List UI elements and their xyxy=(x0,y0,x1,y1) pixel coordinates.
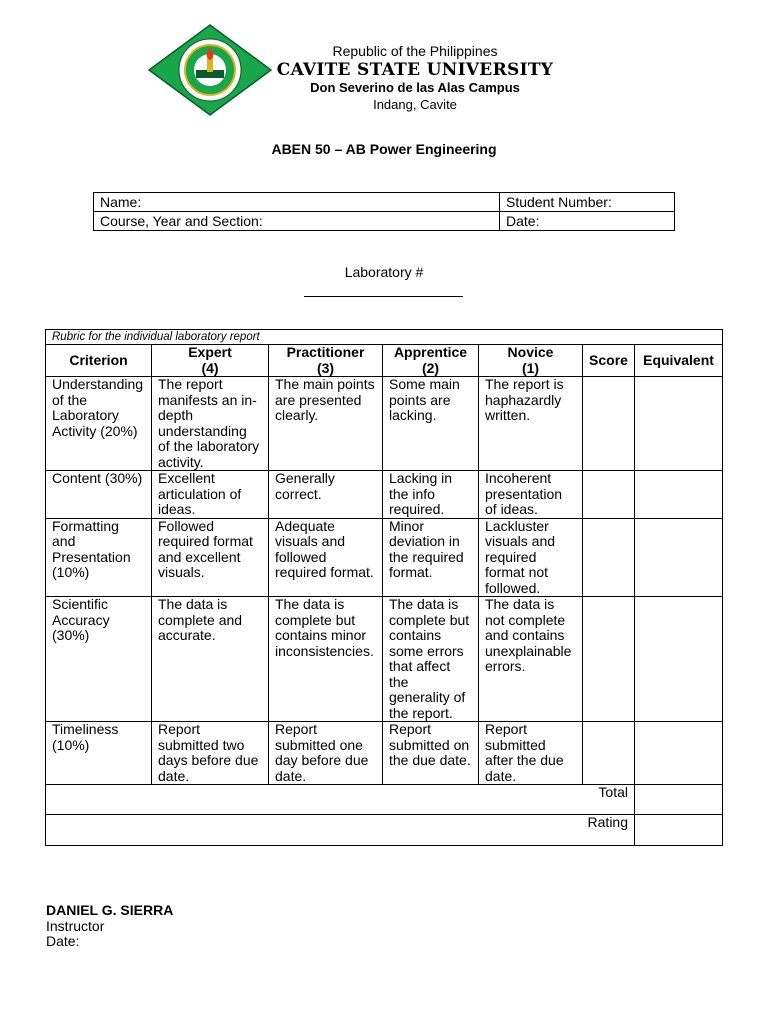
practitioner-cell: The data is complete but contains minor inconsistencies. xyxy=(269,597,383,722)
republic-line: Republic of the Philippines xyxy=(332,43,498,59)
expert-cell: Excellent articulation of ideas. xyxy=(152,471,269,519)
instructor-name: DANIEL G. SIERRA xyxy=(46,902,174,918)
equivalent-cell[interactable] xyxy=(635,518,723,597)
novice-cell: Report submitted after the due date. xyxy=(479,722,583,785)
header-criterion: Criterion xyxy=(46,345,152,377)
practitioner-cell: Report submitted one day before due date. xyxy=(269,722,383,785)
apprentice-cell: The data is complete but contains some errors that affect the generality of the report. xyxy=(383,597,479,722)
rubric-caption: Rubric for the individual laboratory report xyxy=(46,330,723,345)
criterion-cell: Content (30%) xyxy=(46,471,152,519)
expert-cell: The report manifests an in-depth understanding of the laboratory activity. xyxy=(152,377,269,471)
table-row xyxy=(46,597,723,722)
header-score: Score xyxy=(583,345,635,377)
course-section-field[interactable]: Course, Year and Section: xyxy=(94,212,500,231)
laboratory-number-label: Laboratory # xyxy=(344,264,424,280)
novice-cell: The report is haphazardly written. xyxy=(479,377,583,471)
criterion-cell: Timeliness (10%) xyxy=(46,722,152,785)
score-cell[interactable] xyxy=(583,471,635,519)
header-expert: Expert (4) xyxy=(152,345,269,377)
instructor-title: Instructor xyxy=(46,917,105,934)
student-number-field[interactable]: Student Number: xyxy=(500,193,675,212)
laboratory-number-blank[interactable] xyxy=(304,296,463,297)
criterion-cell: Formatting and Presentation (10%) xyxy=(46,518,152,597)
score-cell[interactable] xyxy=(583,518,635,597)
practitioner-cell: Generally correct. xyxy=(269,471,383,519)
rating-value-cell[interactable] xyxy=(635,815,723,846)
table-row xyxy=(46,471,723,519)
apprentice-cell: Lacking in the info required. xyxy=(383,471,479,519)
header-apprentice: Apprentice (2) xyxy=(383,345,479,377)
university-name: CAVITE STATE UNIVERSITY xyxy=(276,60,554,80)
equivalent-cell[interactable] xyxy=(635,722,723,785)
date-field[interactable]: Date: xyxy=(500,212,675,231)
rubric-table xyxy=(45,329,723,846)
apprentice-cell: Minor deviation in the required format. xyxy=(383,518,479,597)
table-row xyxy=(46,518,723,597)
apprentice-cell: Report submitted on the due date. xyxy=(383,722,479,785)
expert-cell: Report submitted two days before due date. xyxy=(152,722,269,785)
campus-name: Don Severino de las Alas Campus xyxy=(310,80,520,95)
criterion-cell: Scientific Accuracy (30%) xyxy=(46,597,152,722)
rating-row xyxy=(46,815,723,846)
total-label: Total xyxy=(46,785,635,815)
header-equivalent: Equivalent xyxy=(635,345,723,377)
total-row xyxy=(46,785,723,815)
expert-cell: The data is complete and accurate. xyxy=(152,597,269,722)
campus-location: Indang, Cavite xyxy=(373,97,457,112)
rating-label: Rating xyxy=(46,815,635,846)
header-novice: Novice (1) xyxy=(479,345,583,377)
equivalent-cell[interactable] xyxy=(635,597,723,722)
student-info-table xyxy=(93,192,675,231)
signature-block xyxy=(46,903,173,950)
novice-cell: The data is not complete and contains unexplainable errors. xyxy=(479,597,583,722)
novice-cell: Lackluster visuals and required format not followed. xyxy=(479,518,583,597)
equivalent-cell[interactable] xyxy=(635,471,723,519)
signature-date-label: Date: xyxy=(46,933,80,949)
name-field[interactable]: Name: xyxy=(94,193,500,212)
score-cell[interactable] xyxy=(583,597,635,722)
header-practitioner: Practitioner (3) xyxy=(269,345,383,377)
score-cell[interactable] xyxy=(583,722,635,785)
apprentice-cell: Some main points are lacking. xyxy=(383,377,479,471)
novice-cell: Incoherent presentation of ideas. xyxy=(479,471,583,519)
criterion-cell: Understanding of the Laboratory Activity (20%) xyxy=(46,377,152,471)
course-title: ABEN 50 – AB Power Engineering xyxy=(271,141,497,157)
practitioner-cell: Adequate visuals and followed required format. xyxy=(269,518,383,597)
practitioner-cell: The main points are presented clearly. xyxy=(269,377,383,471)
table-row xyxy=(46,377,723,471)
expert-cell: Followed required format and excellent visuals. xyxy=(152,518,269,597)
total-value-cell[interactable] xyxy=(635,785,723,815)
equivalent-cell[interactable] xyxy=(635,377,723,471)
score-cell[interactable] xyxy=(583,377,635,471)
table-row xyxy=(46,722,723,785)
